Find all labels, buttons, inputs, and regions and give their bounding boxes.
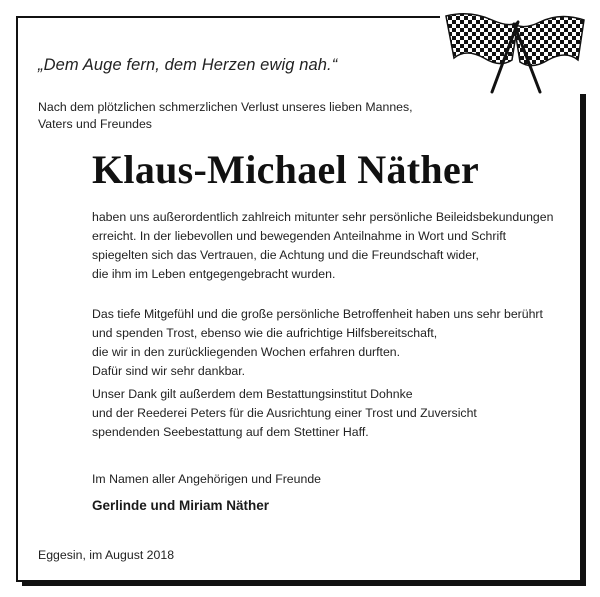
thanks-paragraph-3 <box>92 385 477 442</box>
paragraph-line: und spenden Trost, ebenso wie die aufrichtige Hilfsbereitschaft, <box>92 326 438 340</box>
frame-shadow-right <box>582 22 586 586</box>
paragraph-line: Das tiefe Mitgefühl und die große persönliche Betroffenheit haben uns sehr berührt <box>92 307 543 321</box>
paragraph-line: spiegelten sich das Vertrauen, die Achtung und die Freundschaft wider, <box>92 248 479 262</box>
memorial-motto: „Dem Auge fern, dem Herzen ewig nah.“ <box>38 56 338 74</box>
closing-line: Im Namen aller Angehörigen und Freunde <box>92 472 321 486</box>
paragraph-line: und der Reederei Peters für die Ausrichtung einer Trost und Zuversicht <box>92 406 477 420</box>
intro-text <box>38 99 438 133</box>
signers-names: Gerlinde und Miriam Näther <box>92 498 270 513</box>
paragraph-line: Dafür sind wir sehr dankbar. <box>92 364 246 378</box>
paragraph-line: die ihm im Leben entgegengebracht wurden. <box>92 267 336 281</box>
thanks-paragraph-1 <box>92 208 553 284</box>
paragraph-line: haben uns außerordentlich zahlreich mitunter sehr persönliche Beileidsbekundungen <box>92 210 554 224</box>
paragraph-line: die wir in den zurückliegenden Wochen erfahren durften. <box>92 345 401 359</box>
paragraph-line: spendenden Seebestattung auf dem Stettiner Haff. <box>92 425 369 439</box>
thanks-paragraph-2 <box>92 305 543 381</box>
frame-shadow-bottom <box>22 582 586 586</box>
intro-line: Nach dem plötzlichen schmerzlichen Verlust unseres lieben Mannes, <box>38 100 413 114</box>
intro-line: Vaters und Freundes <box>38 117 152 131</box>
place-and-date: Eggesin, im August 2018 <box>38 548 175 562</box>
deceased-name: Klaus-Michael Näther <box>92 147 480 192</box>
paragraph-line: erreicht. In der liebevollen und bewegenden Anteilnahme in Wort und Schrift <box>92 229 507 243</box>
checkered-flags-icon <box>440 8 590 94</box>
paragraph-line: Unser Dank gilt außerdem dem Bestattungsinstitut Dohnke <box>92 387 413 401</box>
